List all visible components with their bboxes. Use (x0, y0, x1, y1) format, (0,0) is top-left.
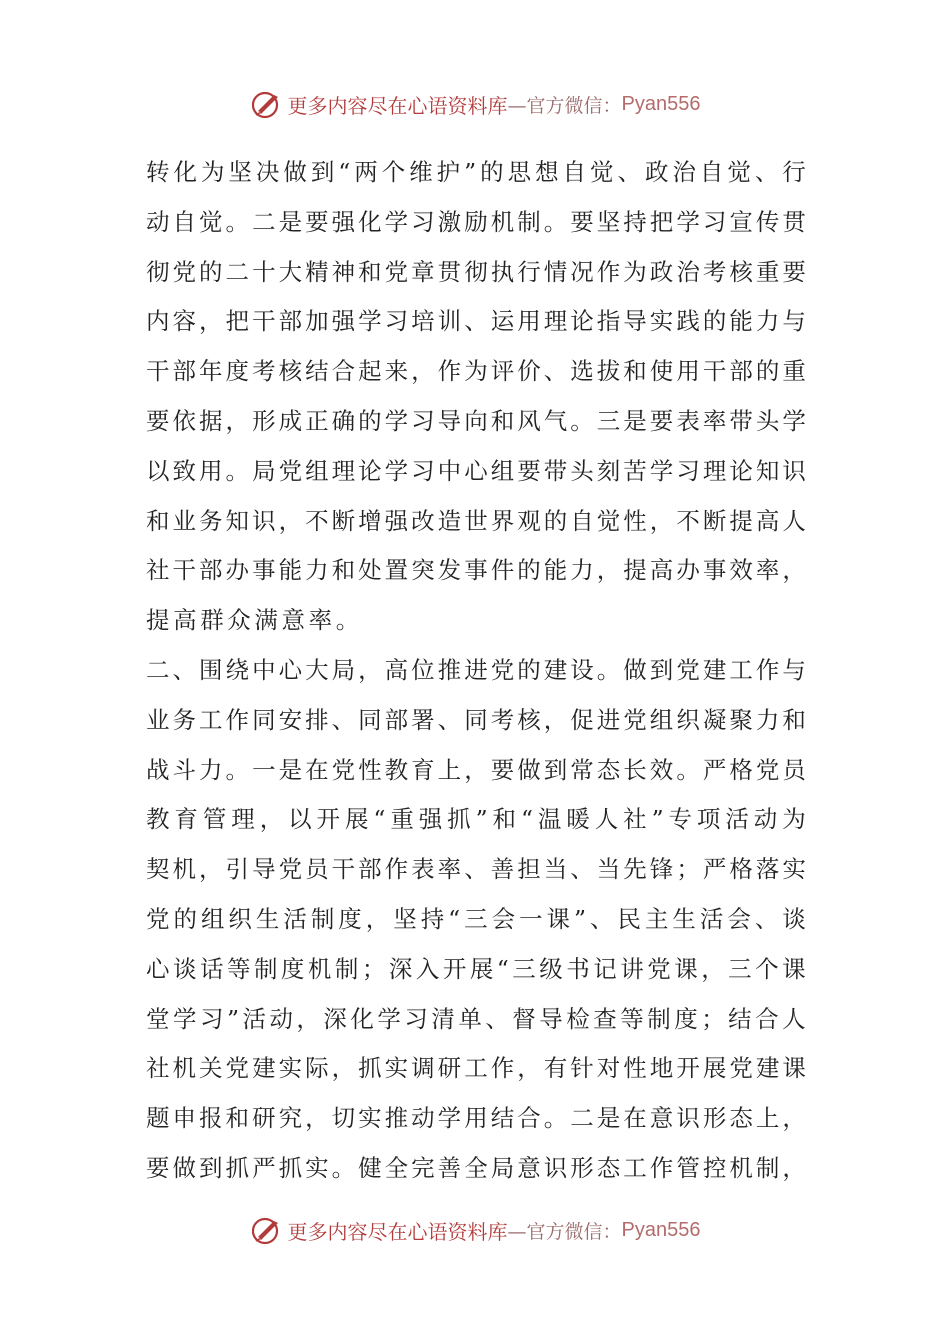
text-line: 战 斗 力 。 一 是 在 党 性 教 育 上 ， 要 做 到 常 态 长 效 。 严 格 党 员 (146, 755, 806, 784)
text-line: 要 做 到 抓 严 抓 实 。 健 全 完 善 全 局 意 识 形 态 工 作 管 控 机 制 ， (146, 1153, 806, 1182)
watermark-separator: —官方微信： (507, 94, 622, 117)
text-line: 和 业 务 知 识 ， 不 断 增 强 改 造 世 界 观 的 自 觉 性 ， 不 断 提 高 人 (146, 506, 806, 535)
text-line: 党 的 组 织 生 活 制 度 ， 坚 持 “ 三 会 一 课 ” 、 民 主 生 活 会 、 谈 (146, 904, 806, 933)
watermark-text: 更多内容尽在心语资料库 (287, 1219, 508, 1244)
header-watermark (0, 84, 950, 124)
text-line: 以 致 用 。 局 党 组 理 论 学 习 中 心 组 要 带 头 刻 苦 学 习 理 论 知 识 (146, 456, 806, 485)
watermark-wechat-id: Pyan556 (621, 1218, 701, 1241)
text-line: 内 容 ， 把 干 部 加 强 学 习 培 训 、 运 用 理 论 指 导 实 践 的 能 力 与 (146, 307, 806, 336)
text-line: 彻 党 的 二 十 大 精 神 和 党 章 贯 彻 执 行 情 况 作 为 政 治 考 核 重 要 (146, 257, 806, 286)
pen-logo-icon (250, 87, 284, 121)
text-line: 堂 学 习 ” 活 动 ， 深 化 学 习 清 单 、 督 导 检 查 等 制 度 ； 结 合 人 (146, 1004, 806, 1033)
paragraph (146, 646, 806, 1194)
text-line: 教 育 管 理 ， 以 开 展 “ 重 强 抓 ” 和 “ 温 暖 人 社 ” 专 项 活 动 为 (146, 805, 806, 834)
text-line: 社 机 关 党 建 实 际 ， 抓 实 调 研 工 作 ， 有 针 对 性 地 开 展 党 建 课 (146, 1054, 806, 1083)
paragraph (146, 148, 806, 646)
watermark-separator: —官方微信： (507, 1220, 622, 1243)
text-line: 动 自 觉 。 二 是 要 强 化 学 习 激 励 机 制 。 要 坚 持 把 学 习 宣 传 贯 (146, 207, 806, 236)
watermark-wechat-id: Pyan556 (621, 92, 701, 115)
text-line: 社 干 部 办 事 能 力 和 处 置 突 发 事 件 的 能 力 ， 提 高 办 事 效 率 ， (146, 556, 806, 585)
pen-logo-icon (250, 1213, 284, 1247)
text-line: 提高群众满意率。 (146, 606, 363, 635)
text-line: 契 机 ， 引 导 党 员 干 部 作 表 率 、 善 担 当 、 当 先 锋 ； 严 格 落 实 (146, 855, 806, 884)
document-body (146, 148, 806, 1194)
text-line: 业 务 工 作 同 安 排 、 同 部 署 、 同 考 核 ， 促 进 党 组 织 凝 聚 力 和 (146, 705, 806, 734)
watermark-text: 更多内容尽在心语资料库 (287, 93, 508, 118)
text-line: 二 、 围 绕 中 心 大 局 ， 高 位 推 进 党 的 建 设 。 做 到 党 建 工 作 与 (146, 655, 806, 684)
text-line: 心 谈 话 等 制 度 机 制 ； 深 入 开 展 “ 三 级 书 记 讲 党 课 ， 三 个 课 (146, 954, 806, 983)
text-line: 干 部 年 度 考 核 结 合 起 来 ， 作 为 评 价 、 选 拔 和 使 用 干 部 的 重 (146, 357, 806, 386)
text-line: 题 申 报 和 研 究 ， 切 实 推 动 学 用 结 合 。 二 是 在 意 识 形 态 上 ， (146, 1104, 806, 1133)
footer-watermark (0, 1210, 950, 1250)
text-line: 转 化 为 坚 决 做 到 “ 两 个 维 护 ” 的 思 想 自 觉 、 政 治 自 觉 、 行 (146, 158, 806, 186)
text-line: 要 依 据 ， 形 成 正 确 的 学 习 导 向 和 风 气 。 三 是 要 表 率 带 头 学 (146, 406, 806, 435)
